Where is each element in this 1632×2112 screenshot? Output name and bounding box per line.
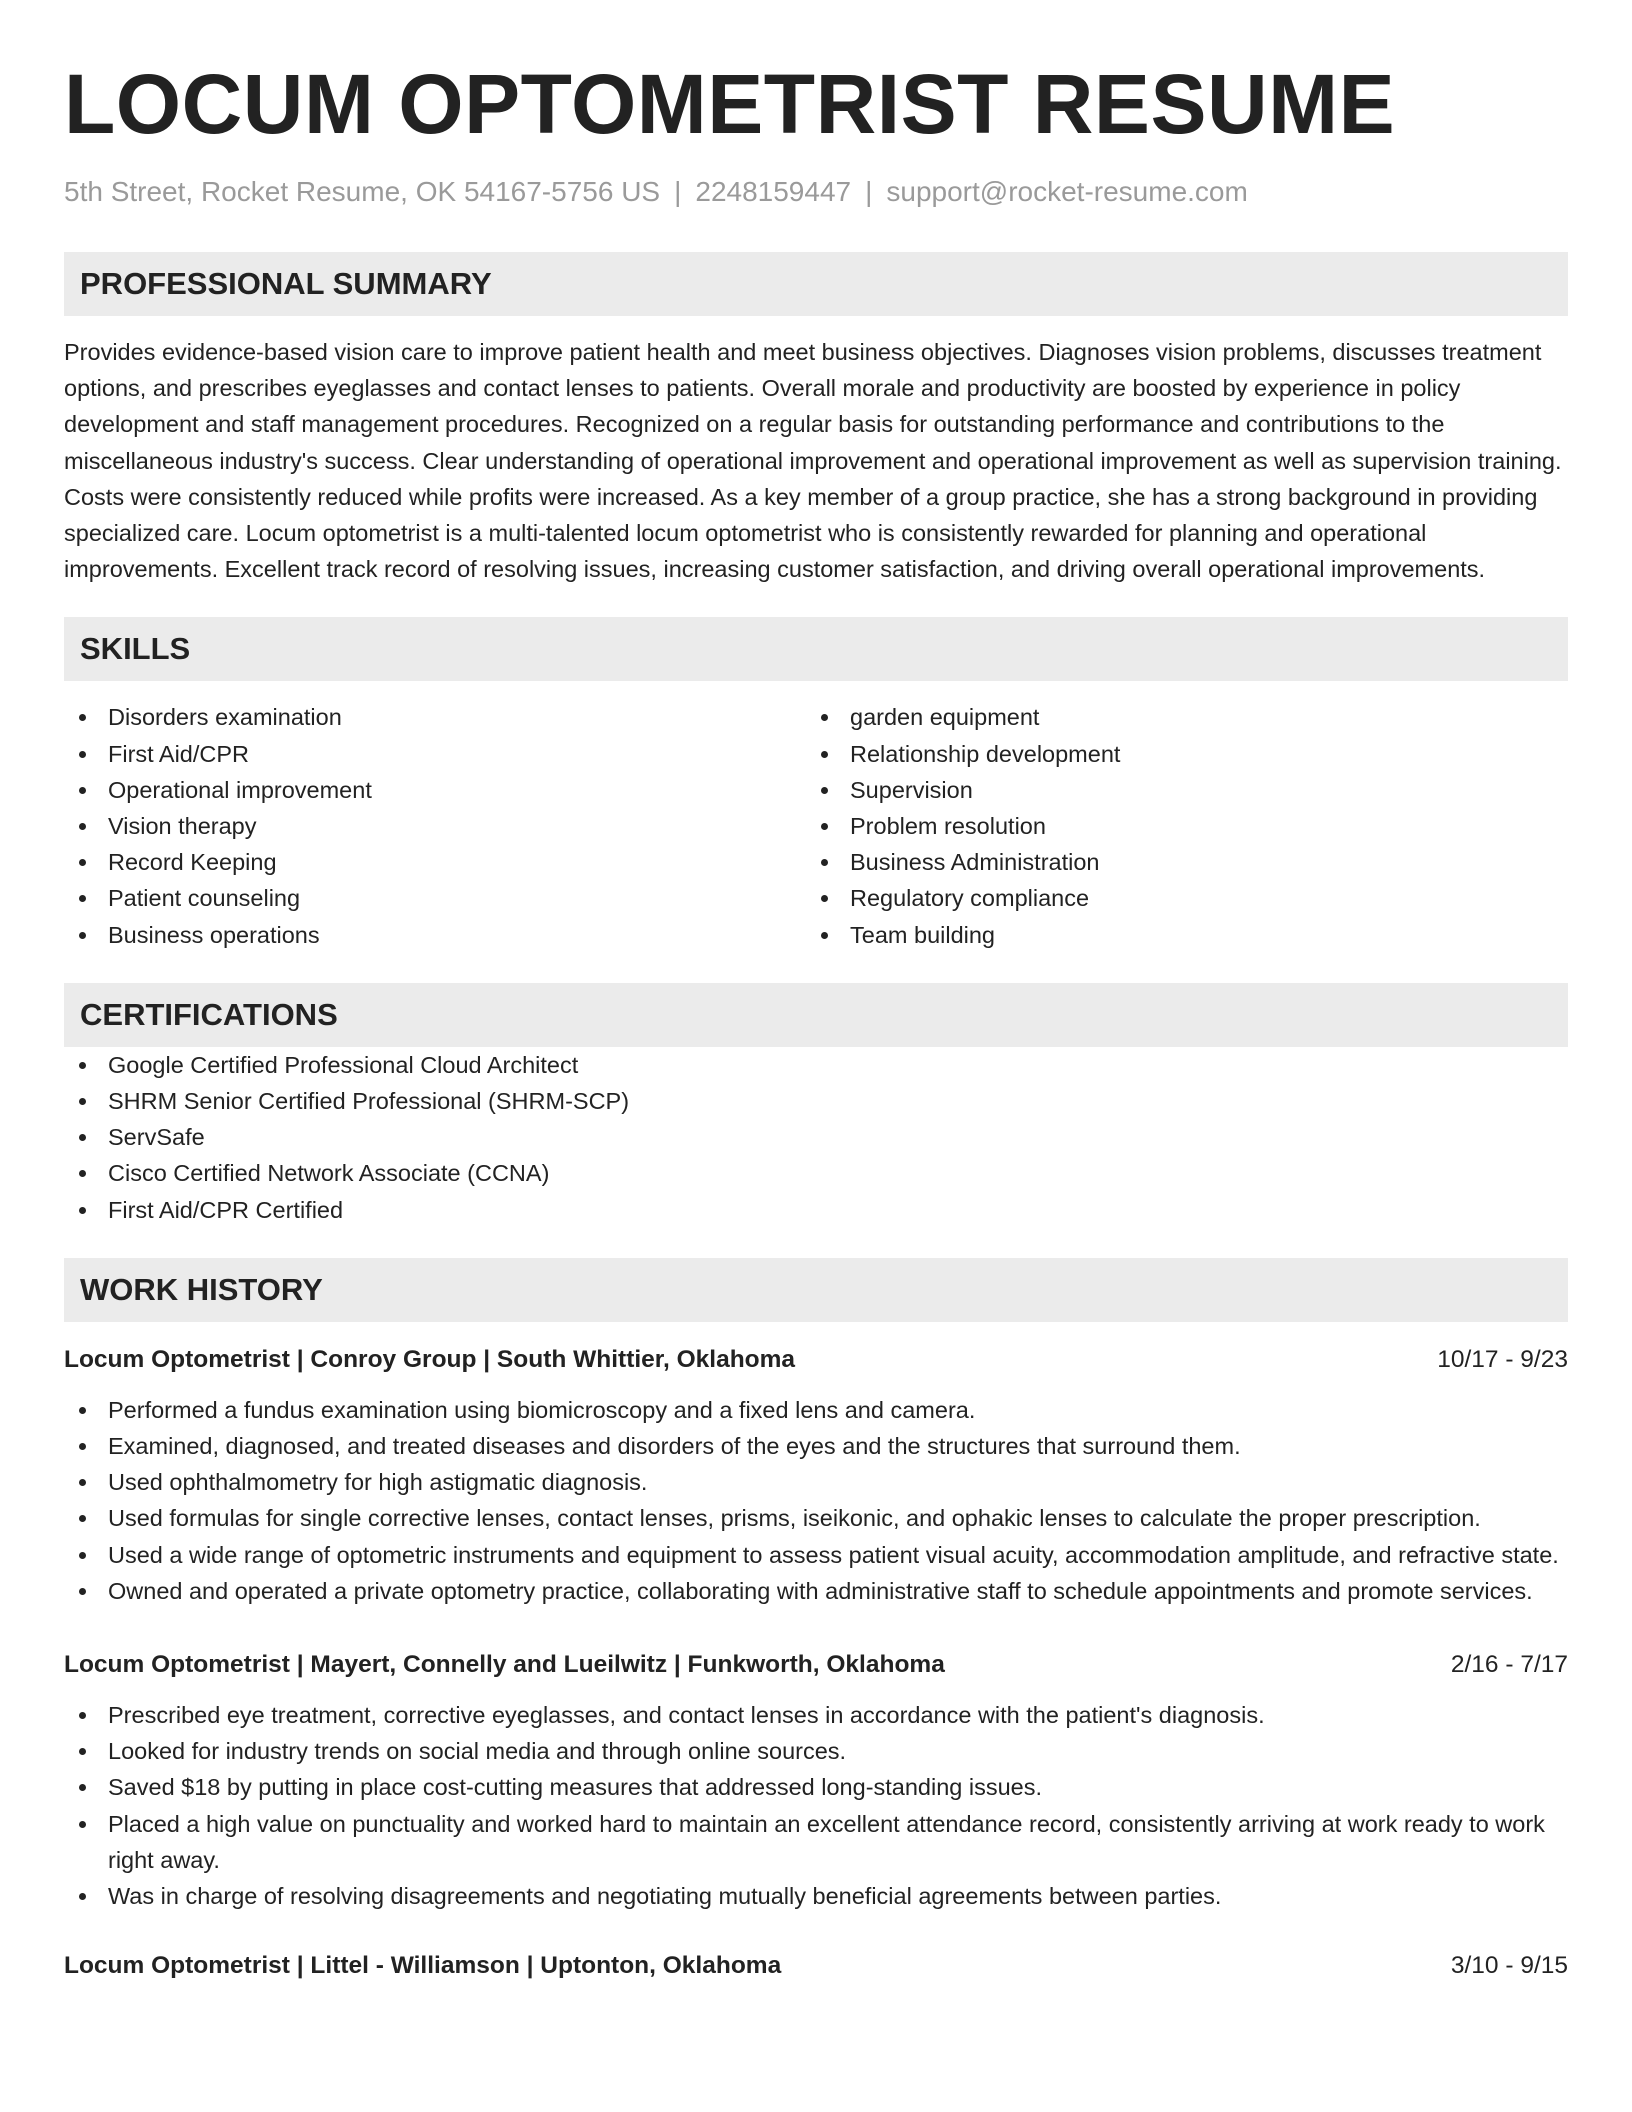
skill-item: Disorders examination	[64, 699, 806, 735]
skill-item: Vision therapy	[64, 808, 806, 844]
skills-column-left	[64, 699, 806, 952]
job-bullet: Was in charge of resolving disagreements and negotiating mutually beneficial agreements between parties.	[64, 1878, 1568, 1914]
job-dates: 3/10 - 9/15	[1450, 1952, 1568, 1980]
certification-item: ServSafe	[64, 1119, 1568, 1155]
skill-item: Business operations	[64, 917, 806, 953]
job-bullet: Examined, diagnosed, and treated diseases and disorders of the eyes and the structures that surround them.	[64, 1428, 1568, 1464]
job-dates: 10/17 - 9/23	[1437, 1345, 1568, 1373]
contact-separator: |	[674, 176, 682, 207]
resume-page	[64, 0, 1568, 1984]
job-entry	[64, 1647, 1568, 1914]
job-bullet: Looked for industry trends on social media and through online sources.	[64, 1733, 1568, 1769]
skill-item: Team building	[806, 917, 1548, 953]
skill-item: Problem resolution	[806, 808, 1548, 844]
job-bullet: Used a wide range of optometric instruments and equipment to assess patient visual acuity, accommodation amplitude, and refractive state.	[64, 1537, 1568, 1573]
certifications-list	[64, 1047, 1568, 1228]
section-header-summary: PROFESSIONAL SUMMARY	[64, 252, 1568, 316]
contact-address: 5th Street, Rocket Resume, OK 54167-5756 US	[64, 176, 661, 207]
job-entry	[64, 1342, 1568, 1609]
skill-item: Business Administration	[806, 844, 1548, 880]
job-bullets	[64, 1392, 1568, 1609]
skill-item: Regulatory compliance	[806, 880, 1548, 916]
skill-item: garden equipment	[806, 699, 1548, 735]
job-header	[64, 1948, 1568, 1984]
skill-item: Supervision	[806, 772, 1548, 808]
job-title: Locum Optometrist | Conroy Group | South Whittier, Oklahoma	[64, 1345, 796, 1373]
skills-column-right	[806, 699, 1548, 952]
certification-item: SHRM Senior Certified Professional (SHRM-SCP)	[64, 1083, 1568, 1119]
resume-title: LOCUM OPTOMETRIST RESUME	[64, 57, 1396, 151]
skill-item: Patient counseling	[64, 880, 806, 916]
job-title: Locum Optometrist | Littel - Williamson | Uptonton, Oklahoma	[64, 1952, 782, 1980]
contact-email: support@rocket-resume.com	[886, 176, 1248, 207]
job-title: Locum Optometrist | Mayert, Connelly and Lueilwitz | Funkworth, Oklahoma	[64, 1651, 945, 1679]
job-bullets	[64, 1697, 1568, 1914]
job-bullet: Saved $18 by putting in place cost-cutting measures that addressed long-standing issues.	[64, 1769, 1568, 1805]
job-header	[64, 1647, 1568, 1683]
skills-list-left	[64, 699, 806, 952]
contact-separator: |	[865, 176, 873, 207]
job-entry	[64, 1948, 1568, 1984]
skill-item: Record Keeping	[64, 844, 806, 880]
section-header-skills: SKILLS	[64, 617, 1568, 681]
contact-phone: 2248159447	[695, 176, 852, 207]
skill-item: First Aid/CPR	[64, 736, 806, 772]
summary-text: Provides evidence-based vision care to improve patient health and meet business objectives. Diagnoses vision problems, discusses treatment options, and prescribes eyeglasses and contact lenses to patients. Overall morale and productivity are boosted by experience in policy development and staff management procedures. Recognized on a regular basis for outstanding performance and contributions to the miscellaneous industry's success. Clear understanding of operational improvement and operational improvement as well as supervision training. Costs were consistently reduced while profits were increased. As a key member of a group practice, she has a strong background in providing specialized care. Locum optometrist is a multi-talented locum optometrist who is consistently rewarded for planning and operational improvements. Excellent track record of resolving issues, increasing customer satisfaction, and driving overall operational improvements.	[64, 339, 1562, 583]
section-header-work-history: WORK HISTORY	[64, 1258, 1568, 1322]
skills-list-right	[806, 699, 1548, 952]
certification-item: Google Certified Professional Cloud Architect	[64, 1047, 1568, 1083]
skills-grid	[64, 699, 1568, 952]
job-bullet: Performed a fundus examination using biomicroscopy and a fixed lens and camera.	[64, 1392, 1568, 1428]
job-bullet: Owned and operated a private optometry practice, collaborating with administrative staff to schedule appointments and promote services.	[64, 1573, 1568, 1609]
skill-item: Operational improvement	[64, 772, 806, 808]
job-header	[64, 1342, 1568, 1378]
job-bullet: Used formulas for single corrective lenses, contact lenses, prisms, iseikonic, and ophakic lenses to calculate the proper prescription.	[64, 1500, 1568, 1536]
skill-item: Relationship development	[806, 736, 1548, 772]
job-bullet: Prescribed eye treatment, corrective eyeglasses, and contact lenses in accordance with the patient's diagnosis.	[64, 1697, 1568, 1733]
contact-line	[64, 174, 1568, 210]
job-dates: 2/16 - 7/17	[1450, 1651, 1568, 1679]
job-bullet: Used ophthalmometry for high astigmatic diagnosis.	[64, 1464, 1568, 1500]
certification-item: Cisco Certified Network Associate (CCNA)	[64, 1155, 1568, 1191]
certification-item: First Aid/CPR Certified	[64, 1192, 1568, 1228]
section-header-certifications: CERTIFICATIONS	[64, 983, 1568, 1047]
job-bullet: Placed a high value on punctuality and worked hard to maintain an excellent attendance record, consistently arriving at work ready to work right away.	[64, 1806, 1568, 1878]
